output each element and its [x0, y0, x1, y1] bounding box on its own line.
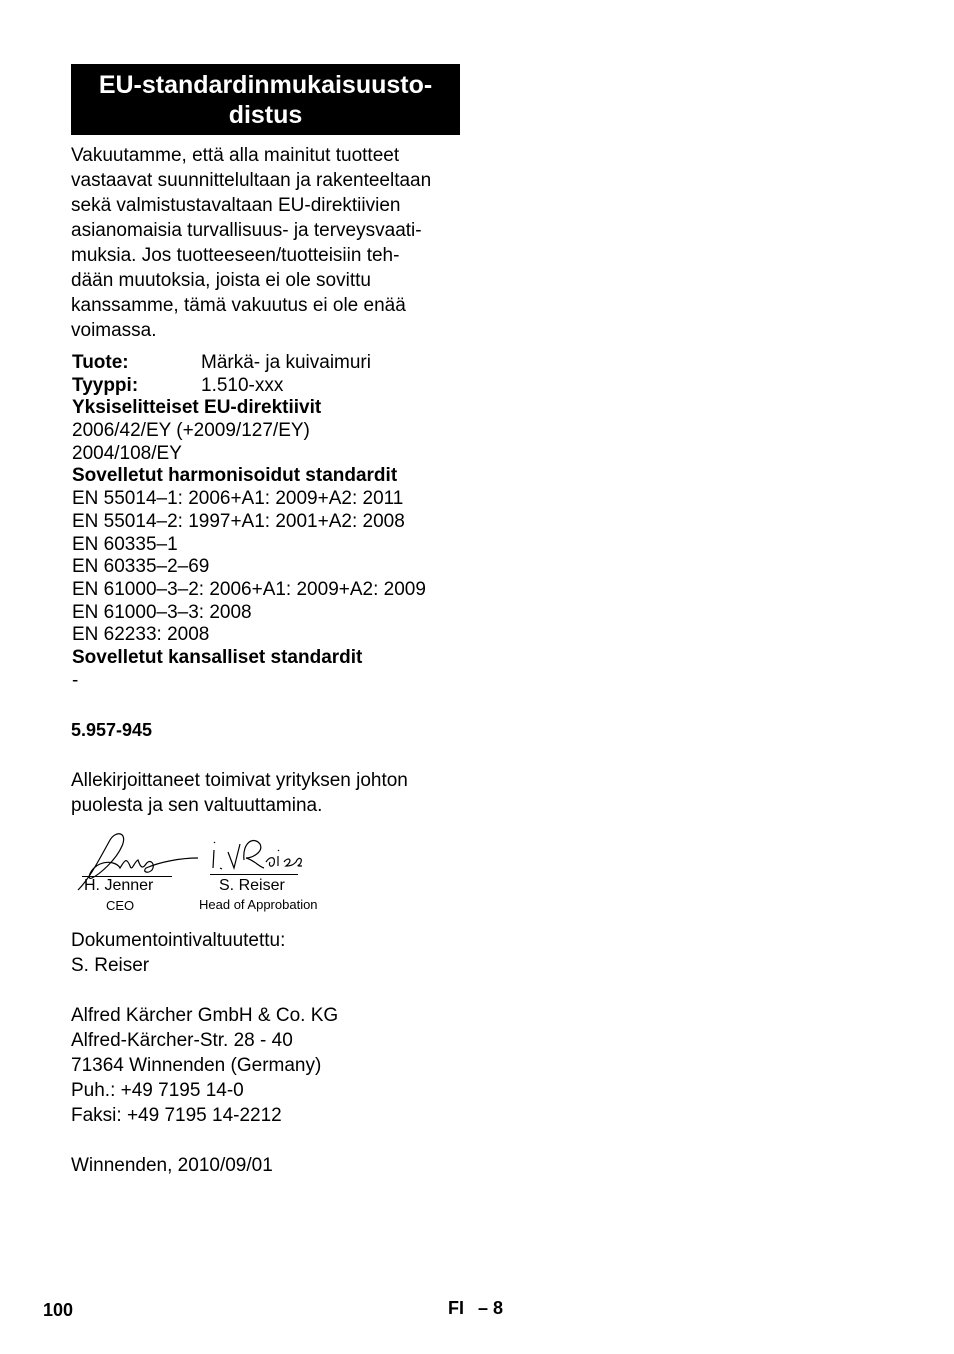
- product-value: Märkä- ja kuivaimuri: [201, 352, 371, 373]
- place-date: Winnenden, 2010/09/01: [71, 1155, 273, 1176]
- signature-line-reiser: [210, 874, 298, 875]
- harmonised-heading: Sovelletut harmonisoidut standardit: [72, 465, 398, 487]
- signatory-name: H. Jenner: [84, 877, 154, 894]
- signed-statement: [71, 768, 408, 818]
- type-value: 1.510-xxx: [201, 374, 284, 396]
- signatory-role: Head of Approbation: [199, 897, 318, 912]
- type-label: Tyyppi:: [72, 374, 139, 396]
- company-line: Alfred Kärcher GmbH & Co. KG: [71, 1005, 339, 1026]
- national-heading: Sovelletut kansalliset standardit: [72, 646, 363, 668]
- company-line: Faksi: +49 7195 14-2212: [71, 1105, 282, 1126]
- documentation-name: S. Reiser: [71, 955, 150, 976]
- standard-item: EN 60335–1: [72, 533, 178, 555]
- intro-line: dään muutoksia, joista ei ole sovittu: [71, 270, 371, 291]
- documentation-label: Dokumentointivaltuutettu:: [71, 930, 286, 951]
- model-number: 5.957-945: [71, 720, 153, 740]
- standard-item: EN 61000–3–3: 2008: [72, 601, 252, 623]
- product-row: [72, 352, 472, 375]
- type-row: [72, 375, 472, 398]
- signed-line: puolesta ja sen valtuuttamina.: [71, 795, 323, 816]
- title-line-1: EU-standardinmukaisuusto-: [98, 70, 433, 99]
- intro-line: voimassa.: [71, 320, 157, 341]
- signed-line: Allekirjoittaneet toimivat yrityksen johton: [71, 770, 408, 791]
- intro-line: asianomaisia turvallisuus- ja terveysvaati-: [71, 220, 422, 241]
- directive-item: 2006/42/EY (+2009/127/EY): [72, 420, 310, 442]
- standard-item: EN 62233: 2008: [72, 624, 210, 646]
- signature-reiser-icon: [208, 832, 308, 874]
- company-line: 71364 Winnenden (Germany): [71, 1055, 322, 1076]
- intro-paragraph: [71, 143, 463, 343]
- standard-item: EN 55014–2: 1997+A1: 2001+A2: 2008: [72, 510, 405, 532]
- specification-block: [72, 352, 472, 692]
- company-line: Alfred-Kärcher-Str. 28 - 40: [71, 1030, 293, 1051]
- standard-item: EN 61000–3–2: 2006+A1: 2009+A2: 2009: [72, 578, 426, 600]
- directive-item: 2004/108/EY: [72, 442, 182, 464]
- intro-line: kanssamme, tämä vakuutus ei ole enää: [71, 295, 406, 316]
- page-number: 100: [43, 1300, 74, 1320]
- standard-item: EN 60335–2–69: [72, 556, 210, 578]
- signatory-name: S. Reiser: [219, 877, 285, 894]
- product-label: Tuote:: [72, 352, 129, 373]
- intro-line: Vakuutamme, että alla mainitut tuotteet: [71, 145, 400, 166]
- intro-line: muksia. Jos tuotteeseen/tuotteisiin teh-: [71, 245, 400, 266]
- company-address: [71, 1003, 338, 1128]
- company-line: Puh.: +49 7195 14-0: [71, 1080, 244, 1101]
- title-line-2: distus: [228, 100, 303, 129]
- signatures: [66, 826, 346, 916]
- directives-heading: Yksiselitteiset EU-direktiivit: [72, 397, 322, 419]
- section-page: – 8: [478, 1298, 504, 1318]
- national-value: -: [72, 669, 79, 691]
- standard-item: EN 55014–1: 2006+A1: 2009+A2: 2011: [72, 488, 404, 510]
- intro-line: sekä valmistustavaltaan EU-direktiivien: [71, 195, 401, 216]
- declaration-title: [71, 64, 460, 135]
- signatory-role: CEO: [106, 898, 135, 913]
- documentation-block: [71, 928, 285, 978]
- footer-section: [448, 1297, 503, 1319]
- language-code: FI: [448, 1298, 464, 1318]
- intro-line: vastaavat suunnittelultaan ja rakenteeltaan: [71, 170, 432, 191]
